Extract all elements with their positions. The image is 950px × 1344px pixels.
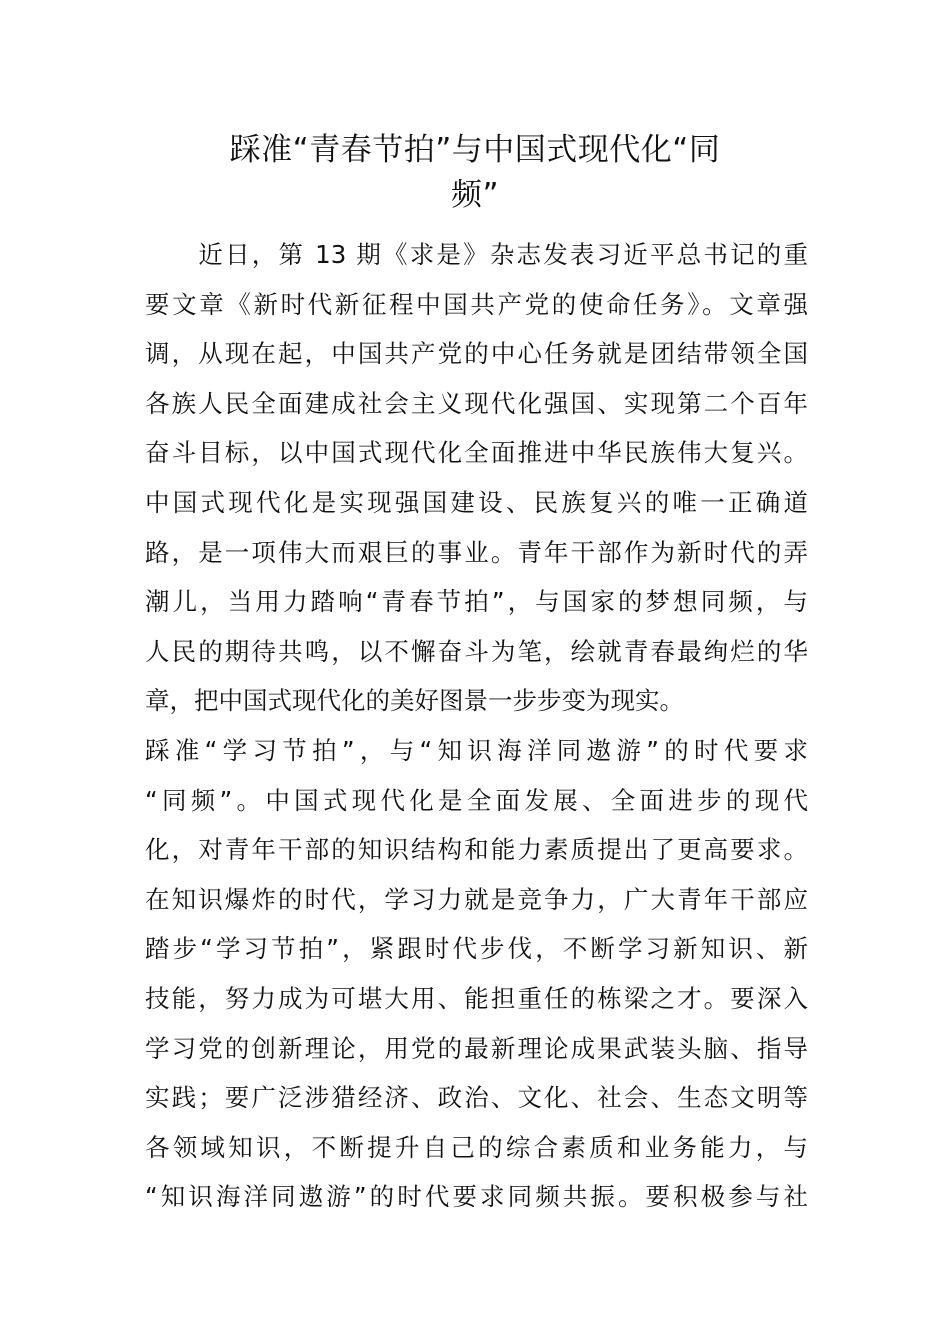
paragraph-intro	[145, 230, 808, 726]
text-line: 化，对青年干部的知识结构和能力素质提出了更高要求。	[145, 835, 808, 865]
text-line: 奋斗目标，以中国式现代化全面推进中华民族伟大复兴。	[145, 438, 808, 468]
text-line: “知识海洋同遨游”的时代要求同频共振。要积极参与社	[145, 1182, 808, 1212]
text-line: 踏步“学习节拍”，紧跟时代步伐，不断学习新知识、新	[145, 934, 808, 964]
paragraph-study-rhythm	[145, 726, 808, 1222]
text-line: 技能，努力成为可堪大用、能担重任的栋梁之才。要深入	[145, 983, 808, 1013]
text-line: 各族人民全面建成社会主义现代化强国、实现第二个百年	[145, 388, 808, 418]
text-line: 人民的期待共鸣，以不懈奋斗为笔，绘就青春最绚烂的华	[145, 636, 808, 666]
title-line: 频”	[450, 177, 500, 213]
text-line: 要文章《新时代新征程中国共产党的使命任务》。文章强	[145, 289, 808, 319]
text-line: 路，是一项伟大而艰巨的事业。青年干部作为新时代的弄	[145, 537, 808, 567]
document-title	[140, 128, 810, 218]
text-line: 潮儿，当用力踏响“青春节拍”，与国家的梦想同频，与	[145, 587, 808, 617]
text-line: 调，从现在起，中国共产党的中心任务就是团结带领全国	[145, 339, 808, 369]
text-line: 在知识爆炸的时代，学习力就是竞争力，广大青年干部应	[145, 884, 808, 914]
text-line: 学习党的创新理论，用党的最新理论成果武装头脑、指导	[145, 1033, 808, 1063]
text-line: 各领域知识，不断提升自己的综合素质和业务能力，与	[145, 1132, 808, 1162]
title-line: 踩准“青春节拍”与中国式现代化“同	[229, 132, 721, 168]
text-line: 章，把中国式现代化的美好图景一步步变为现实。	[145, 686, 684, 716]
document-body	[145, 230, 808, 1222]
text-line: “同频”。中国式现代化是全面发展、全面进步的现代	[145, 785, 808, 815]
text-line: 中国式现代化是实现强国建设、民族复兴的唯一正确道	[145, 487, 808, 517]
text-line: 实践；要广泛涉猎经济、政治、文化、社会、生态文明等	[145, 1083, 808, 1113]
text-line: 近日，第 13 期《求是》杂志发表习近平总书记的重	[145, 240, 808, 269]
text-line: 踩准“学习节拍”，与“知识海洋同遨游”的时代要求	[145, 735, 808, 765]
